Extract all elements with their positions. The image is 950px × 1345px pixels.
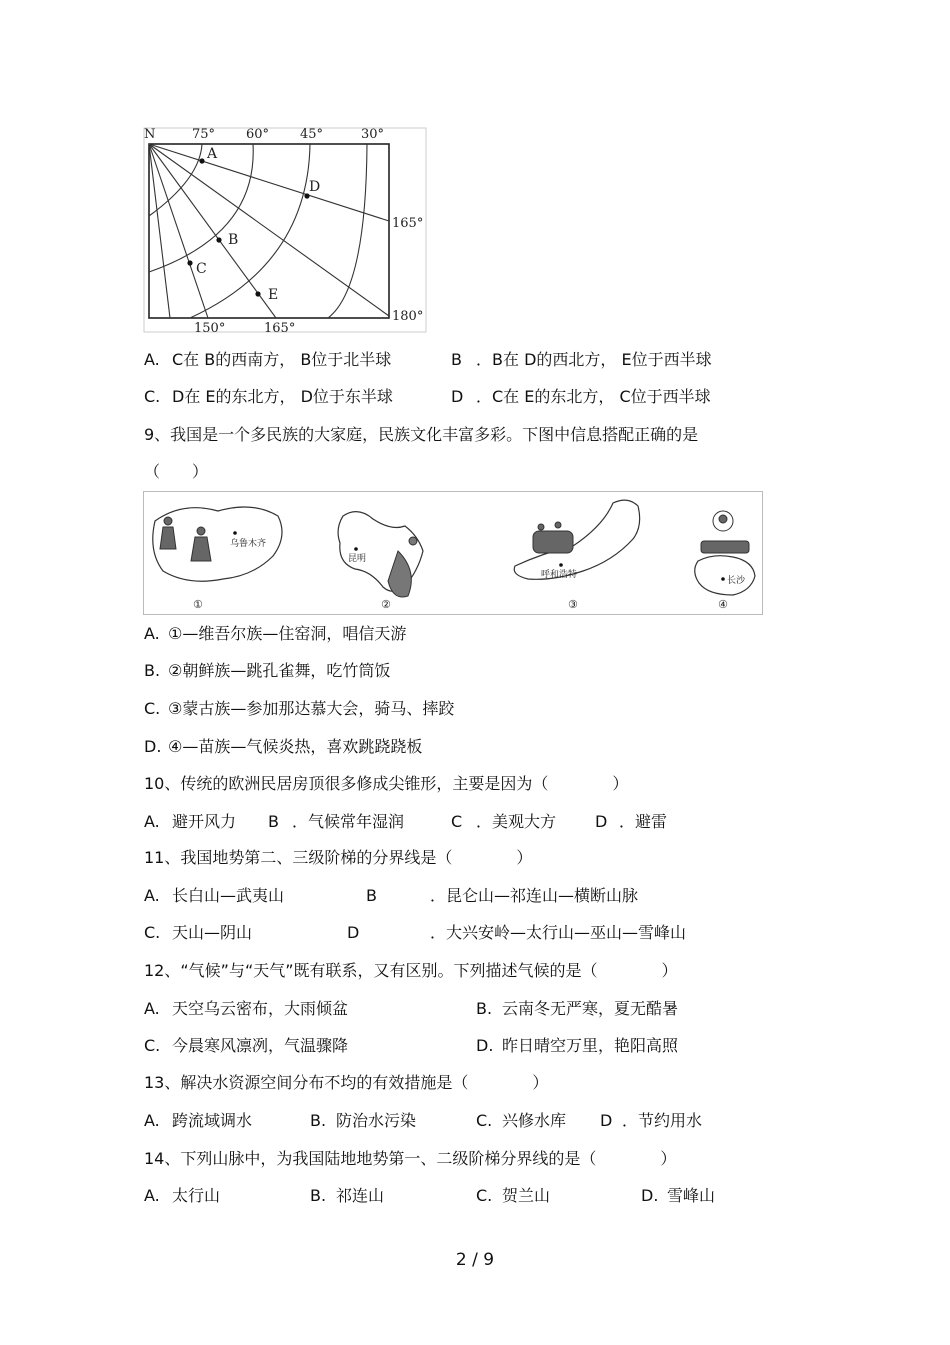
q14-option-c-text: 贺兰山 bbox=[502, 1186, 551, 1205]
q9-option-b-letter: B. bbox=[144, 661, 161, 680]
q8-option-b-letter: B bbox=[451, 350, 462, 369]
pole-label: N bbox=[144, 127, 156, 142]
point-e-label: E bbox=[268, 287, 279, 303]
right-label-180: 180° bbox=[392, 309, 424, 324]
q8-option-b-text: ．B在 D的西北方， E位于西半球 bbox=[476, 350, 712, 369]
q12-option-b-letter: B. bbox=[476, 999, 493, 1018]
q9-paren: （ ） bbox=[144, 462, 209, 481]
q9-option-d-text: ④—苗族—气候炎热，喜欢跳跷跷板 bbox=[168, 737, 423, 756]
bottom-label-165: 165° bbox=[264, 321, 296, 336]
q8-option-a-text: C在 B的西南方， B位于北半球 bbox=[172, 350, 392, 369]
q12-option-c-letter: C. bbox=[144, 1036, 161, 1055]
q14-option-d-letter: D. bbox=[641, 1186, 659, 1205]
q11-option-b-text: ．昆仑山—祁连山—横断山脉 bbox=[430, 886, 639, 905]
image-number-4: ④ bbox=[718, 598, 728, 611]
q13-option-c-letter: C. bbox=[476, 1111, 493, 1130]
q11-option-b-letter: B bbox=[366, 886, 377, 905]
q13-option-a-text: 跨流域调水 bbox=[172, 1111, 253, 1130]
q12-option-a-text: 天空乌云密布，大雨倾盆 bbox=[172, 999, 349, 1018]
q10-option-b-letter: B bbox=[268, 812, 279, 831]
q14-option-c-letter: C. bbox=[476, 1186, 493, 1205]
q9-option-c-letter: C. bbox=[144, 699, 161, 718]
point-c-label: C bbox=[196, 261, 207, 277]
q13-option-a-letter: A. bbox=[144, 1111, 160, 1130]
q13-stem: 13、解决水资源空间分布不均的有效措施是（ ） bbox=[144, 1073, 549, 1092]
q10-option-d-letter: D bbox=[595, 812, 608, 831]
q9-option-a-letter: A. bbox=[144, 624, 160, 643]
q14-option-b-text: 祁连山 bbox=[336, 1186, 385, 1205]
q9-option-c-text: ③蒙古族—参加那达慕大会，骑马、摔跤 bbox=[168, 699, 455, 718]
image-number-2: ② bbox=[381, 598, 391, 611]
city-changsha-label: 长沙 bbox=[727, 576, 746, 586]
q13-option-b-letter: B. bbox=[310, 1111, 327, 1130]
q9-stem: 9、我国是一个多民族的大家庭，民族文化丰富多彩。下图中信息搭配正确的是 bbox=[144, 425, 699, 444]
polar-map-figure bbox=[140, 124, 430, 336]
q13-option-b-text: 防治水污染 bbox=[336, 1111, 417, 1130]
q11-option-a-letter: A. bbox=[144, 886, 160, 905]
point-d-label: D bbox=[309, 179, 321, 195]
q8-option-d-text: ．C在 E的东北方， C位于西半球 bbox=[476, 387, 711, 406]
top-label-75: 75° bbox=[192, 127, 216, 142]
q14-option-a-letter: A. bbox=[144, 1186, 160, 1205]
q14-option-d-text: 雪峰山 bbox=[667, 1186, 716, 1205]
q11-option-d-text: ．大兴安岭—太行山—巫山—雪峰山 bbox=[430, 923, 687, 942]
point-a-label: A bbox=[207, 146, 218, 162]
q12-option-b-text: 云南冬无严寒，夏无酷暑 bbox=[502, 999, 679, 1018]
point-b-label: B bbox=[228, 232, 239, 248]
right-label-165: 165° bbox=[392, 216, 424, 231]
q13-option-d-letter: D bbox=[600, 1111, 613, 1130]
q12-option-c-text: 今晨寒风凛冽，气温骤降 bbox=[172, 1036, 349, 1055]
q12-option-a-letter: A. bbox=[144, 999, 160, 1018]
top-label-45: 45° bbox=[300, 127, 324, 142]
q11-option-d-letter: D bbox=[347, 923, 360, 942]
city-urumqi-label: 乌鲁木齐 bbox=[230, 539, 267, 549]
q13-option-c-text: 兴修水库 bbox=[502, 1111, 567, 1130]
q8-option-c-letter: C. bbox=[144, 387, 161, 406]
q10-option-d-text: ．避雷 bbox=[619, 812, 668, 831]
q9-option-b-text: ②朝鲜族—跳孔雀舞，吃竹筒饭 bbox=[168, 661, 391, 680]
city-kunming-label: 昆明 bbox=[348, 554, 367, 564]
q11-option-c-letter: C. bbox=[144, 923, 161, 942]
q10-option-a-letter: A. bbox=[144, 812, 160, 831]
q8-option-a-letter: A. bbox=[144, 350, 160, 369]
q10-option-c-letter: C bbox=[451, 812, 463, 831]
q10-option-b-text: ．气候常年湿润 bbox=[292, 812, 405, 831]
q8-option-c-text: D在 E的东北方， D位于东半球 bbox=[172, 387, 393, 406]
q13-option-d-text: ．节约用水 bbox=[622, 1111, 703, 1130]
city-hohhot-label: 呼和浩特 bbox=[541, 570, 578, 580]
q10-option-a-text: 避开风力 bbox=[172, 812, 237, 831]
top-label-60: 60° bbox=[246, 127, 270, 142]
q10-stem: 10、传统的欧洲民居房顶很多修成尖锥形，主要是因为（ ） bbox=[144, 774, 629, 793]
q11-option-a-text: 长白山—武夷山 bbox=[172, 886, 285, 905]
q9-option-a-text: ①—维吾尔族—住窑洞，唱信天游 bbox=[168, 624, 407, 643]
q11-stem: 11、我国地势第二、三级阶梯的分界线是（ ） bbox=[144, 848, 533, 867]
q9-option-d-letter: D. bbox=[144, 737, 162, 756]
q11-option-c-text: 天山—阴山 bbox=[172, 923, 253, 942]
q14-option-a-text: 太行山 bbox=[172, 1186, 221, 1205]
q10-option-c-text: ．美观大方 bbox=[476, 812, 557, 831]
image-number-1: ① bbox=[193, 598, 203, 611]
q12-option-d-letter: D. bbox=[476, 1036, 494, 1055]
ethnic-groups-figure bbox=[143, 491, 763, 615]
q12-option-d-text: 昨日晴空万里，艳阳高照 bbox=[502, 1036, 679, 1055]
image-number-3: ③ bbox=[568, 598, 578, 611]
top-label-30: 30° bbox=[361, 127, 385, 142]
q14-stem: 14、下列山脉中，为我国陆地地势第一、二级阶梯分界线的是（ ） bbox=[144, 1149, 677, 1168]
q14-option-b-letter: B. bbox=[310, 1186, 327, 1205]
q12-stem: 12、“气候”与“天气”既有联系，又有区别。下列描述气候的是（ ） bbox=[144, 961, 678, 980]
q8-option-d-letter: D bbox=[451, 387, 464, 406]
page-number: 2 / 9 bbox=[455, 1250, 495, 1270]
bottom-label-150: 150° bbox=[194, 321, 226, 336]
